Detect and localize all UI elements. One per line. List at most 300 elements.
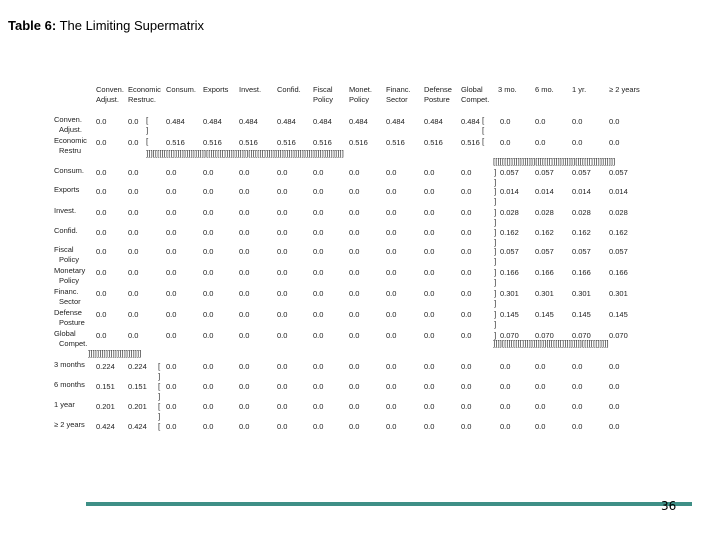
partition-mark: ] xyxy=(494,278,497,287)
table-cell: 0.0 xyxy=(239,422,250,431)
partition-mark: [ xyxy=(158,422,161,431)
column-header xyxy=(386,85,411,105)
table-cell: 0.0 xyxy=(313,187,324,196)
table-cell: 0.0 xyxy=(609,117,620,126)
table-cell: 0.0 xyxy=(349,228,360,237)
table-cell: 0.0 xyxy=(313,208,324,217)
table-cell: 0.0 xyxy=(500,362,511,371)
table-cell: 0.0 xyxy=(424,208,435,217)
table-cell: 0.0 xyxy=(203,228,214,237)
table-cell: 0.0 xyxy=(461,382,472,391)
table-cell: 0.0 xyxy=(239,331,250,340)
partition-mark: [ xyxy=(158,382,161,391)
table-cell: 0.0 xyxy=(128,268,139,277)
table-cell: 0.0 xyxy=(277,208,288,217)
column-header-line1: 3 mo. xyxy=(498,85,517,94)
table-cell: 0.0 xyxy=(203,422,214,431)
table-cell: 0.0 xyxy=(239,228,250,237)
table-cell: 0.070 xyxy=(535,331,554,340)
table-cell: 0.0 xyxy=(572,422,583,431)
table-cell: 0.057 xyxy=(572,247,591,256)
table-cell: 0.151 xyxy=(96,382,115,391)
column-header-line2: Policy xyxy=(349,95,370,104)
row-label xyxy=(54,115,82,135)
partition-mark: [ xyxy=(482,137,485,146)
table-cell: 0.162 xyxy=(572,228,591,237)
table-cell: 0.0 xyxy=(424,168,435,177)
table-cell: 0.0 xyxy=(313,268,324,277)
row-label-line: Invest. xyxy=(54,206,77,215)
table-cell: 0.145 xyxy=(500,310,519,319)
table-cell: 0.0 xyxy=(349,402,360,411)
row-label xyxy=(54,206,76,216)
table-cell: 0.0 xyxy=(349,208,360,217)
table-cell: 0.070 xyxy=(609,331,628,340)
table-cell: 0.0 xyxy=(166,168,177,177)
row-label-line: Adjust. xyxy=(59,125,82,134)
column-header-line1: Invest. xyxy=(239,85,262,94)
table-cell: 0.484 xyxy=(461,117,480,126)
table-cell: 0.0 xyxy=(313,362,324,371)
table-cell: 0.166 xyxy=(500,268,519,277)
partition-line: ]]]][[[[[[[[[]]]]]]]]]]][[[[[[[]]]]]]]]][[[[[[[]]]]] xyxy=(493,340,609,348)
column-header xyxy=(349,85,372,105)
row-label-line: Confid. xyxy=(54,226,78,235)
table-cell: 0.145 xyxy=(535,310,554,319)
table-cell: 0.0 xyxy=(349,187,360,196)
table-cell: 0.0 xyxy=(386,382,397,391)
partition-mark: [ xyxy=(158,362,161,371)
column-header-line1: Consum. xyxy=(166,85,197,94)
table-cell: 0.0 xyxy=(277,289,288,298)
table-cell: 0.0 xyxy=(424,310,435,319)
row-label xyxy=(54,287,81,307)
table-cell: 0.0 xyxy=(313,228,324,237)
table-cell: 0.0 xyxy=(96,117,107,126)
table-cell: 0.0 xyxy=(535,138,546,147)
table-cell: 0.0 xyxy=(461,268,472,277)
table-cell: 0.0 xyxy=(313,310,324,319)
column-header-line1: 6 mo. xyxy=(535,85,554,94)
table-cell: 0.516 xyxy=(277,138,296,147)
column-header-line1: ≥ 2 years xyxy=(609,85,640,94)
table-cell: 0.162 xyxy=(500,228,519,237)
table-cell: 0.0 xyxy=(313,422,324,431)
table-cell: 0.0 xyxy=(203,362,214,371)
row-label-line: Posture xyxy=(59,318,85,327)
table-cell: 0.484 xyxy=(166,117,185,126)
table-cell: 0.0 xyxy=(203,208,214,217)
partition-line: ]]]]]]]]]]]]]]]]]]]]]]]] xyxy=(88,350,142,358)
table-cell: 0.0 xyxy=(500,422,511,431)
table-cell: 0.0 xyxy=(277,187,288,196)
table-cell: 0.0 xyxy=(313,247,324,256)
table-cell: 0.0 xyxy=(313,289,324,298)
row-label-line: Economic xyxy=(54,136,87,145)
table-cell: 0.301 xyxy=(572,289,591,298)
table-cell: 0.0 xyxy=(386,331,397,340)
table-cell: 0.0 xyxy=(277,247,288,256)
table-cell: 0.0 xyxy=(424,289,435,298)
table-cell: 0.201 xyxy=(128,402,147,411)
table-cell: 0.0 xyxy=(96,268,107,277)
column-header-line2: Policy xyxy=(313,95,334,104)
row-label xyxy=(54,245,79,265)
table-cell: 0.484 xyxy=(424,117,443,126)
row-label xyxy=(54,308,85,328)
row-label-line: Consum. xyxy=(54,166,85,175)
table-cell: 0.224 xyxy=(96,362,115,371)
column-header xyxy=(239,85,261,95)
table-cell: 0.0 xyxy=(609,362,620,371)
table-cell: 0.0 xyxy=(386,228,397,237)
table-cell: 0.0 xyxy=(424,187,435,196)
table-number: Table 6: xyxy=(8,18,57,33)
row-label-line: 6 months xyxy=(54,380,85,389)
table-cell: 0.301 xyxy=(609,289,628,298)
table-cell: 0.0 xyxy=(535,422,546,431)
partition-mark: [ xyxy=(158,402,161,411)
table-cell: 0.166 xyxy=(609,268,628,277)
row-label xyxy=(54,185,79,195)
partition-mark: ] xyxy=(158,372,161,381)
partition-mark: ] xyxy=(494,178,497,187)
table-cell: 0.0 xyxy=(96,289,107,298)
column-header xyxy=(277,85,301,95)
table-cell: 0.0 xyxy=(349,331,360,340)
table-cell: 0.0 xyxy=(500,117,511,126)
table-cell: 0.0 xyxy=(277,331,288,340)
table-cell: 0.0 xyxy=(313,402,324,411)
table-cell: 0.0 xyxy=(203,247,214,256)
table-cell: 0.0 xyxy=(461,168,472,177)
table-cell: 0.028 xyxy=(572,208,591,217)
table-cell: 0.028 xyxy=(500,208,519,217)
table-cell: 0.0 xyxy=(349,310,360,319)
partition-mark: ] xyxy=(494,268,497,277)
column-header-line2: Sector xyxy=(386,95,408,104)
column-header-line2: Posture xyxy=(424,95,450,104)
table-cell: 0.0 xyxy=(96,331,107,340)
row-label xyxy=(54,400,75,410)
row-label xyxy=(54,420,85,430)
table-cell: 0.057 xyxy=(535,247,554,256)
table-cell: 0.0 xyxy=(572,117,583,126)
table-cell: 0.0 xyxy=(349,422,360,431)
column-header xyxy=(572,85,586,95)
column-header-line1: 1 yr. xyxy=(572,85,587,94)
table-cell: 0.028 xyxy=(609,208,628,217)
table-cell: 0.0 xyxy=(166,362,177,371)
table-cell: 0.424 xyxy=(128,422,147,431)
row-label-line: 1 year xyxy=(54,400,75,409)
row-label-line: 3 months xyxy=(54,360,85,369)
table-cell: 0.014 xyxy=(500,187,519,196)
table-cell: 0.0 xyxy=(239,382,250,391)
partition-mark: ] xyxy=(494,238,497,247)
table-cell: 0.0 xyxy=(128,289,139,298)
page-number: 36 xyxy=(661,499,677,513)
partition-mark: [ xyxy=(482,126,485,135)
table-cell: 0.0 xyxy=(128,331,139,340)
table-cell: 0.0 xyxy=(128,138,139,147)
table-cell: 0.0 xyxy=(96,187,107,196)
table-cell: 0.0 xyxy=(166,289,177,298)
column-header-line2: Compet. xyxy=(461,95,490,104)
column-header-line2: Restruc. xyxy=(128,95,156,104)
table-cell: 0.0 xyxy=(128,247,139,256)
table-cell: 0.0 xyxy=(386,168,397,177)
table-cell: 0.0 xyxy=(535,382,546,391)
table-cell: 0.516 xyxy=(386,138,405,147)
table-cell: 0.0 xyxy=(166,422,177,431)
partition-mark: ] xyxy=(494,289,497,298)
table-cell: 0.0 xyxy=(572,402,583,411)
table-cell: 0.0 xyxy=(424,268,435,277)
partition-line: ]]][[[[[[[[[]]]]]]]]]]]]]]][[[[[[[[]]]]]]]]]]][[[[[[[]]]]]]]]]]]]]]]]]]]]]]]]]]]]]]]]]]]] xyxy=(146,150,344,158)
table-cell: 0.0 xyxy=(386,247,397,256)
row-label-line: Policy xyxy=(59,276,80,285)
row-label-line: Financ. xyxy=(54,287,79,296)
row-label xyxy=(54,136,87,156)
table-cell: 0.151 xyxy=(128,382,147,391)
column-header-line1: Financ. xyxy=(386,85,411,94)
table-cell: 0.0 xyxy=(96,228,107,237)
table-cell: 0.0 xyxy=(461,422,472,431)
table-cell: 0.0 xyxy=(424,382,435,391)
partition-mark: [ xyxy=(482,116,485,125)
table-cell: 0.516 xyxy=(313,138,332,147)
table-cell: 0.0 xyxy=(572,362,583,371)
partition-mark: ] xyxy=(494,310,497,319)
partition-mark: ] xyxy=(494,187,497,196)
partition-mark: ] xyxy=(146,126,149,135)
row-label xyxy=(54,380,85,390)
table-cell: 0.484 xyxy=(239,117,258,126)
table-cell: 0.0 xyxy=(239,168,250,177)
table-cell: 0.014 xyxy=(535,187,554,196)
row-label-line: Fiscal xyxy=(54,245,74,254)
table-cell: 0.0 xyxy=(128,228,139,237)
row-label-line: Exports xyxy=(54,185,80,194)
table-cell: 0.057 xyxy=(500,168,519,177)
table-cell: 0.0 xyxy=(166,268,177,277)
table-cell: 0.014 xyxy=(572,187,591,196)
table-cell: 0.484 xyxy=(386,117,405,126)
table-cell: 0.0 xyxy=(277,382,288,391)
row-label-line: Global xyxy=(54,329,76,338)
table-cell: 0.0 xyxy=(203,382,214,391)
table-cell: 0.0 xyxy=(96,138,107,147)
row-label-line: Restru xyxy=(59,146,82,155)
table-cell: 0.201 xyxy=(96,402,115,411)
table-cell: 0.0 xyxy=(203,331,214,340)
partition-mark: ] xyxy=(494,320,497,329)
row-label xyxy=(54,166,84,176)
column-header-line1: Exports xyxy=(203,85,229,94)
column-header xyxy=(461,85,489,105)
table-cell: 0.0 xyxy=(203,268,214,277)
table-cell: 0.0 xyxy=(386,187,397,196)
column-header-line1: Confid. xyxy=(277,85,301,94)
table-cell: 0.0 xyxy=(277,228,288,237)
table-cell: 0.057 xyxy=(609,168,628,177)
table-cell: 0.0 xyxy=(96,247,107,256)
table-cell: 0.0 xyxy=(128,117,139,126)
table-title: The Limiting Supermatrix xyxy=(59,18,205,33)
column-header-line2: Adjust. xyxy=(96,95,119,104)
table-cell: 0.484 xyxy=(277,117,296,126)
table-cell: 0.0 xyxy=(313,331,324,340)
table-cell: 0.0 xyxy=(349,362,360,371)
table-cell: 0.0 xyxy=(461,187,472,196)
table-cell: 0.0 xyxy=(313,382,324,391)
table-cell: 0.0 xyxy=(461,289,472,298)
table-cell: 0.0 xyxy=(572,138,583,147)
table-cell: 0.0 xyxy=(500,382,511,391)
table-cell: 0.0 xyxy=(349,168,360,177)
table-cell: 0.0 xyxy=(277,362,288,371)
table-cell: 0.0 xyxy=(166,331,177,340)
table-cell: 0.0 xyxy=(609,382,620,391)
table-cell: 0.0 xyxy=(239,310,250,319)
table-cell: 0.0 xyxy=(461,228,472,237)
column-header-line1: Global xyxy=(461,85,483,94)
table-cell: 0.057 xyxy=(572,168,591,177)
table-cell: 0.0 xyxy=(424,402,435,411)
table-cell: 0.0 xyxy=(386,310,397,319)
table-cell: 0.0 xyxy=(424,228,435,237)
table-cell: 0.0 xyxy=(349,247,360,256)
column-header-line1: Conven. xyxy=(96,85,124,94)
partition-mark: ] xyxy=(494,218,497,227)
partition-mark: ] xyxy=(158,392,161,401)
table-cell: 0.057 xyxy=(609,247,628,256)
table-cell: 0.0 xyxy=(386,402,397,411)
footer-rule xyxy=(86,502,692,506)
table-cell: 0.0 xyxy=(609,138,620,147)
column-header-line1: Economic xyxy=(128,85,161,94)
column-header-line1: Fiscal xyxy=(313,85,333,94)
table-cell: 0.0 xyxy=(128,187,139,196)
table-cell: 0.0 xyxy=(461,402,472,411)
table-cell: 0.0 xyxy=(349,268,360,277)
table-cell: 0.0 xyxy=(203,168,214,177)
table-cell: 0.0 xyxy=(572,382,583,391)
table-cell: 0.301 xyxy=(500,289,519,298)
table-cell: 0.0 xyxy=(96,168,107,177)
column-header-line1: Monet. xyxy=(349,85,372,94)
table-cell: 0.516 xyxy=(239,138,258,147)
table-cell: 0.424 xyxy=(96,422,115,431)
table-cell: 0.0 xyxy=(277,168,288,177)
table-cell: 0.0 xyxy=(424,331,435,340)
table-cell: 0.0 xyxy=(535,402,546,411)
table-cell: 0.0 xyxy=(461,331,472,340)
table-cell: 0.0 xyxy=(461,208,472,217)
column-header xyxy=(498,85,517,95)
column-header xyxy=(609,85,640,95)
column-header xyxy=(128,85,161,105)
table-cell: 0.0 xyxy=(386,362,397,371)
table-cell: 0.0 xyxy=(166,402,177,411)
table-cell: 0.0 xyxy=(349,289,360,298)
table-cell: 0.0 xyxy=(166,310,177,319)
table-cell: 0.0 xyxy=(535,117,546,126)
row-label-line: Monetary xyxy=(54,266,86,275)
table-cell: 0.0 xyxy=(461,362,472,371)
table-cell: 0.516 xyxy=(166,138,185,147)
partition-mark: [ xyxy=(146,116,149,125)
column-header xyxy=(203,85,228,95)
table-cell: 0.0 xyxy=(239,289,250,298)
table-cell: 0.0 xyxy=(239,247,250,256)
page-title xyxy=(8,18,204,33)
partition-mark: ] xyxy=(494,299,497,308)
table-cell: 0.0 xyxy=(277,422,288,431)
table-cell: 0.0 xyxy=(386,268,397,277)
table-cell: 0.0 xyxy=(277,402,288,411)
row-label-line: Sector xyxy=(59,297,81,306)
table-cell: 0.0 xyxy=(239,208,250,217)
table-cell: 0.0 xyxy=(96,208,107,217)
table-cell: 0.028 xyxy=(535,208,554,217)
table-cell: 0.516 xyxy=(203,138,222,147)
column-header xyxy=(166,85,196,95)
partition-mark: ] xyxy=(494,168,497,177)
table-cell: 0.0 xyxy=(128,208,139,217)
row-label xyxy=(54,226,78,236)
table-cell: 0.057 xyxy=(500,247,519,256)
table-cell: 0.0 xyxy=(203,187,214,196)
table-cell: 0.162 xyxy=(535,228,554,237)
column-header-line1: Defense xyxy=(424,85,452,94)
table-cell: 0.145 xyxy=(572,310,591,319)
column-header xyxy=(313,85,333,105)
row-label-line: Conven. xyxy=(54,115,82,124)
table-cell: 0.484 xyxy=(313,117,332,126)
table-cell: 0.0 xyxy=(500,138,511,147)
table-cell: 0.0 xyxy=(203,402,214,411)
partition-line: [[[[[[[]]]]]]]]]]]][[[[[[[]]]]]]]]]]][[[[[[[]]]]]]]]]]] xyxy=(493,158,616,166)
partition-mark: ] xyxy=(494,247,497,256)
table-cell: 0.0 xyxy=(609,422,620,431)
column-header xyxy=(424,85,452,105)
table-cell: 0.070 xyxy=(500,331,519,340)
row-label-line: Compet. xyxy=(59,339,88,348)
table-cell: 0.0 xyxy=(424,362,435,371)
table-cell: 0.0 xyxy=(239,362,250,371)
table-cell: 0.0 xyxy=(203,289,214,298)
table-cell: 0.057 xyxy=(535,168,554,177)
table-cell: 0.484 xyxy=(349,117,368,126)
table-cell: 0.0 xyxy=(166,228,177,237)
row-label-line: ≥ 2 years xyxy=(54,420,85,429)
table-cell: 0.0 xyxy=(239,268,250,277)
table-cell: 0.0 xyxy=(128,168,139,177)
column-header xyxy=(96,85,124,105)
row-label xyxy=(54,266,85,286)
partition-mark: ] xyxy=(494,197,497,206)
row-label-line: Defense xyxy=(54,308,82,317)
table-cell: 0.516 xyxy=(461,138,480,147)
table-cell: 0.0 xyxy=(609,402,620,411)
table-cell: 0.145 xyxy=(609,310,628,319)
row-label xyxy=(54,360,85,370)
table-cell: 0.0 xyxy=(386,422,397,431)
table-cell: 0.0 xyxy=(239,187,250,196)
table-cell: 0.0 xyxy=(500,402,511,411)
